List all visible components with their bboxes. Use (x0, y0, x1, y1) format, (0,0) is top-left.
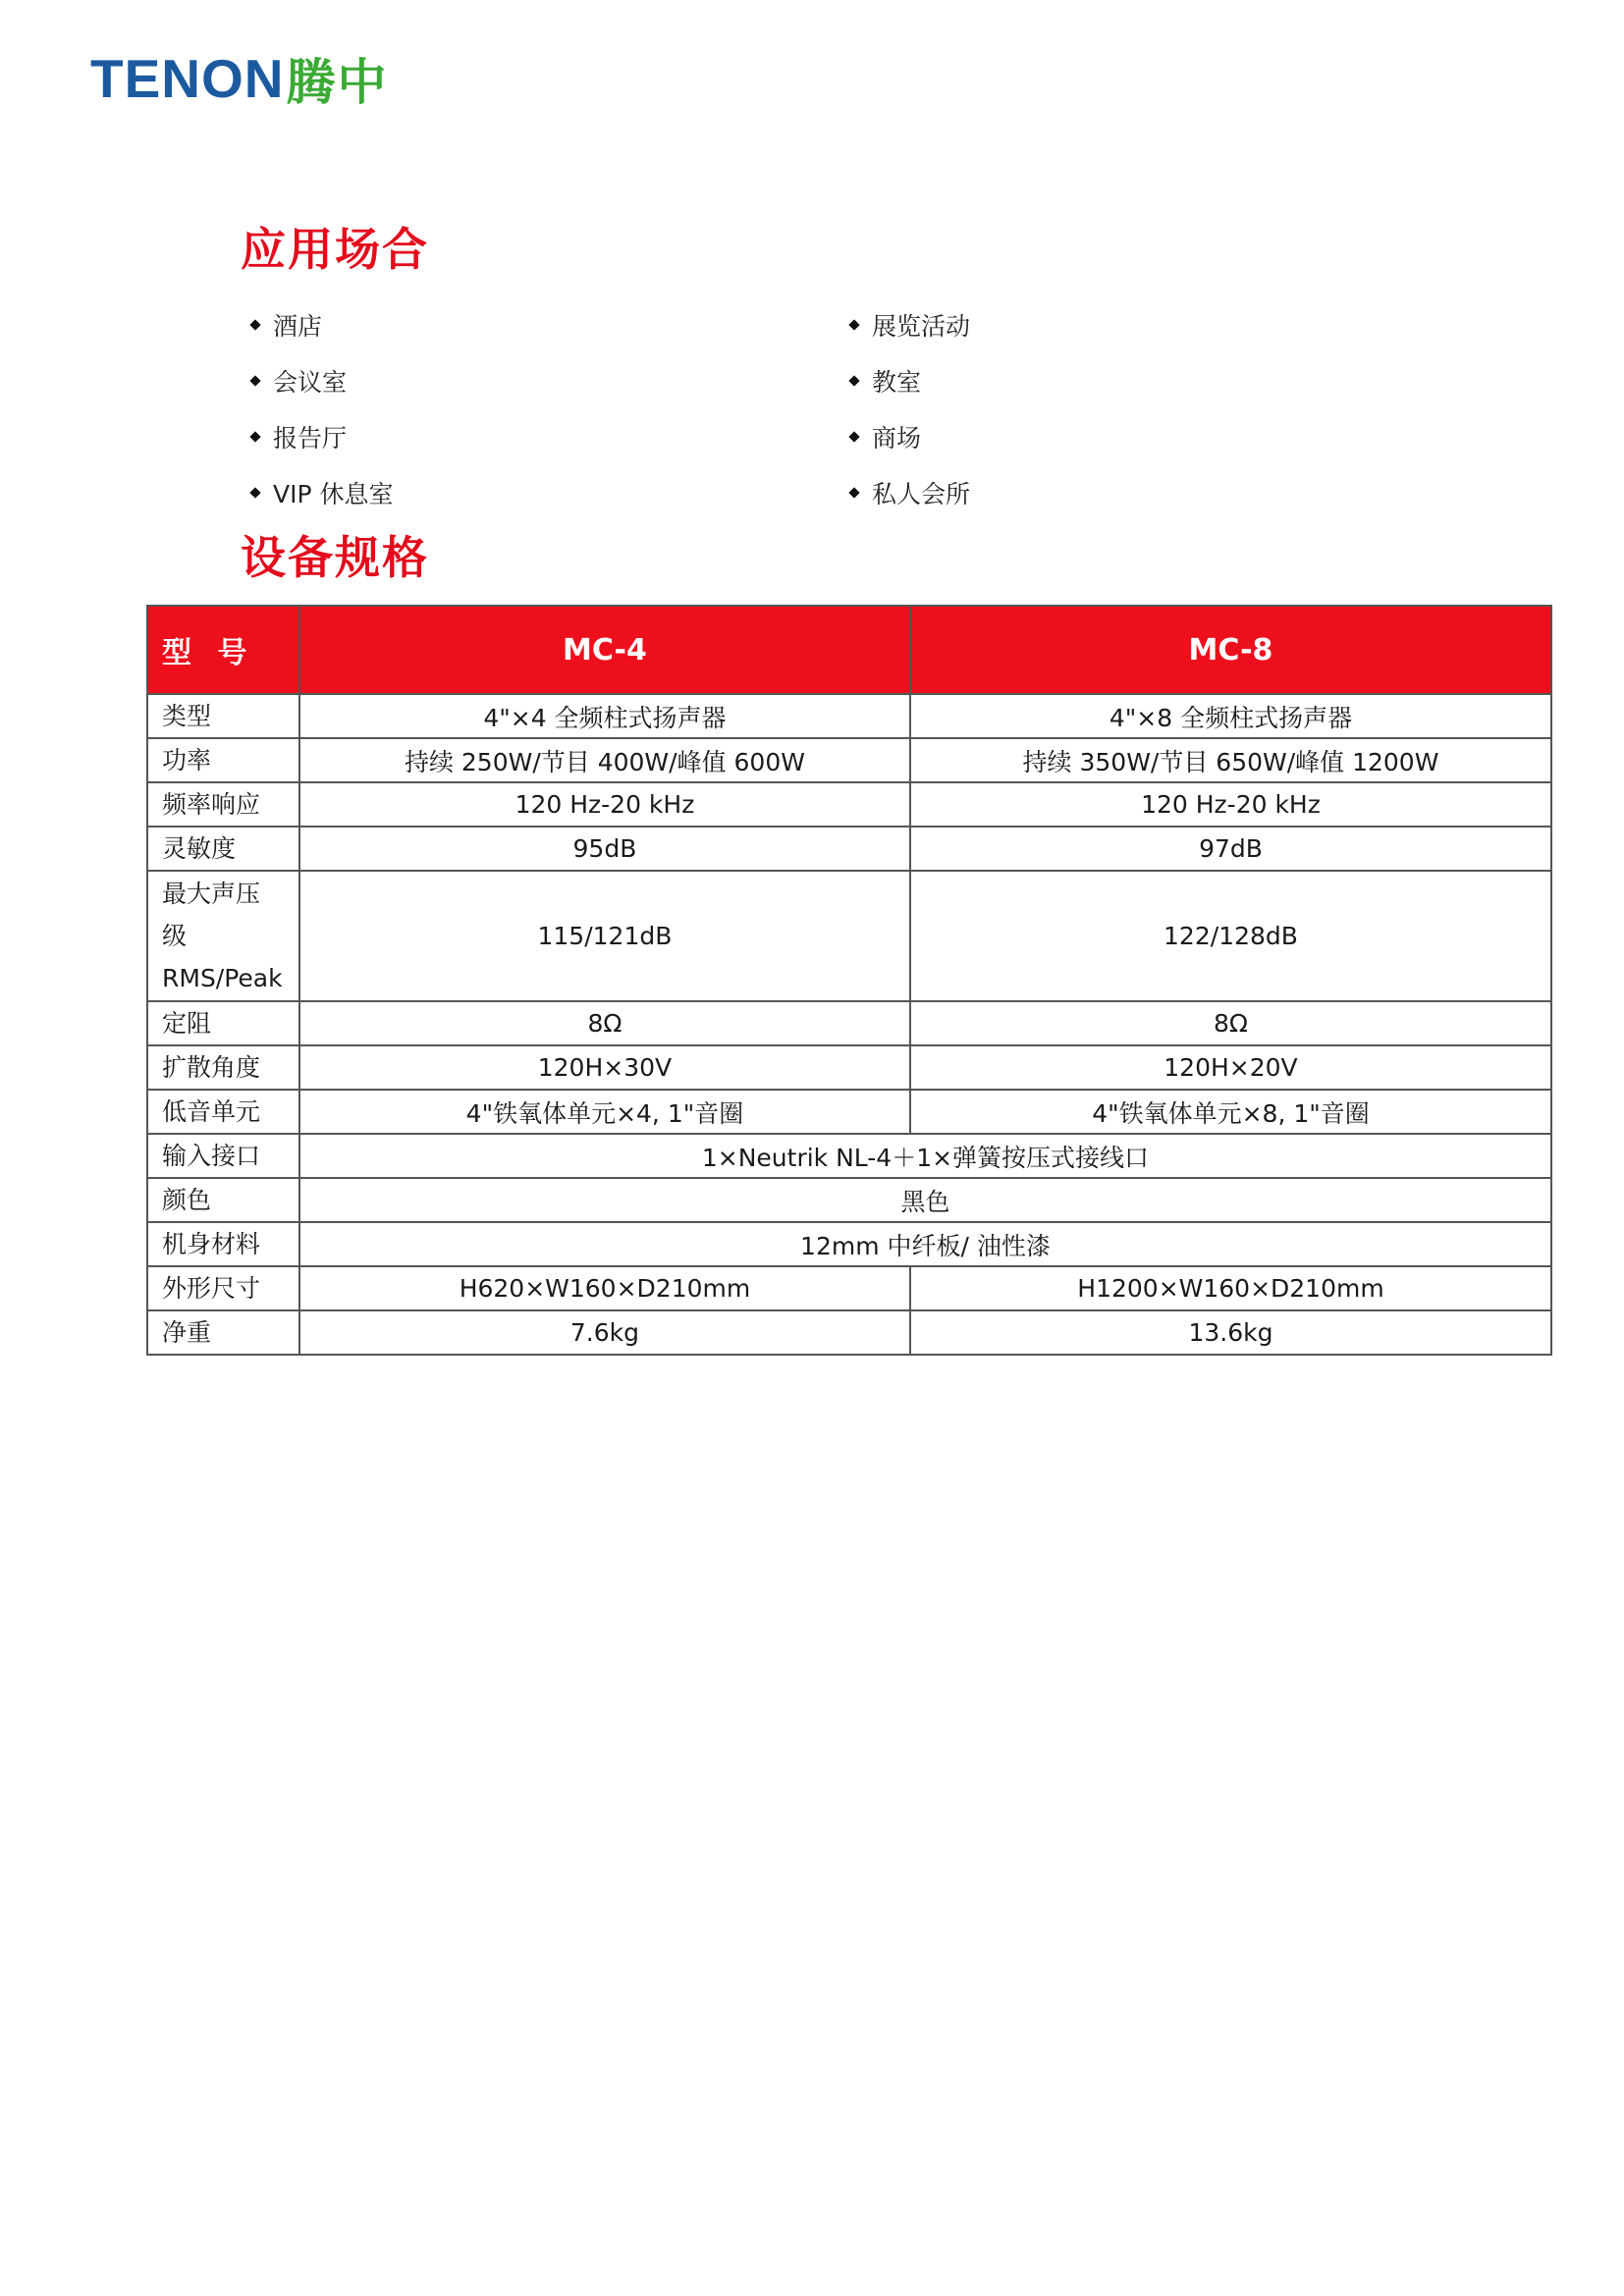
table-row (147, 738, 1551, 782)
diamond-bullet-icon (249, 319, 260, 330)
diamond-bullet-icon (848, 319, 859, 330)
row-label: 扩散角度 (147, 1045, 299, 1090)
table-row (147, 827, 1551, 871)
cell-mc8: 120H×20V (910, 1045, 1551, 1090)
row-label-line: 级 (162, 922, 188, 950)
row-label: 外形尺寸 (147, 1266, 299, 1310)
table-row (147, 871, 1551, 1001)
list-item (247, 352, 846, 408)
cell-mc8: 4"铁氧体单元×8, 1"音圈 (910, 1090, 1551, 1134)
list-item-label: 报告厅 (273, 423, 348, 453)
cell-mc4: 120 Hz-20 kHz (299, 782, 910, 827)
row-label: 功率 (147, 738, 299, 782)
cell-mc4: 115/121dB (299, 871, 910, 1001)
cell-mc8: 13.6kg (910, 1310, 1551, 1355)
list-item (247, 464, 846, 520)
row-label: 灵敏度 (147, 827, 299, 871)
diamond-bullet-icon (249, 487, 260, 498)
row-label-line: RMS/Peak (162, 964, 283, 992)
cell-mc4: 4"铁氧体单元×4, 1"音圈 (299, 1090, 910, 1134)
cell-mc4: 4"×4 全频柱式扬声器 (299, 694, 910, 738)
diamond-bullet-icon (848, 487, 859, 498)
cell-mc4: 8Ω (299, 1001, 910, 1045)
cell-mc8: 97dB (910, 827, 1551, 871)
table-row (147, 1310, 1551, 1355)
spec-table (146, 605, 1552, 1356)
cell-mc8: H1200×W160×D210mm (910, 1266, 1551, 1310)
row-label: 定阻 (147, 1001, 299, 1045)
table-row (147, 694, 1551, 738)
list-item (846, 352, 1131, 408)
cell-mc8: 持续 350W/节目 650W/峰值 1200W (910, 738, 1551, 782)
cell-shared: 1×Neutrik NL-4＋1×弹簧按压式接线口 (299, 1134, 1551, 1178)
diamond-bullet-icon (249, 431, 260, 442)
row-label: 类型 (147, 694, 299, 738)
list-item-label: 教室 (872, 367, 922, 397)
list-item-label: 私人会所 (872, 479, 971, 508)
cell-mc8: 122/128dB (910, 871, 1551, 1001)
table-header-row (147, 606, 1551, 694)
row-label (147, 871, 299, 1001)
list-item (247, 408, 846, 464)
row-label-line: 最大声压 (162, 880, 261, 908)
table-row (147, 1001, 1551, 1045)
cell-shared: 12mm 中纤板/ 油性漆 (299, 1222, 1551, 1266)
cell-mc4: H620×W160×D210mm (299, 1266, 910, 1310)
list-item (846, 408, 1131, 464)
column-header-mc8: MC-8 (910, 606, 1551, 694)
table-row (147, 1134, 1551, 1178)
list-item-label: VIP 休息室 (273, 479, 394, 508)
applications-heading: 应用场合 (241, 223, 429, 276)
cell-mc4: 持续 250W/节目 400W/峰值 600W (299, 738, 910, 782)
cell-mc8: 4"×8 全频柱式扬声器 (910, 694, 1551, 738)
table-row (147, 1266, 1551, 1310)
list-item-label: 会议室 (273, 367, 348, 397)
cell-mc8: 8Ω (910, 1001, 1551, 1045)
table-row (147, 1090, 1551, 1134)
table-row (147, 1222, 1551, 1266)
diamond-bullet-icon (848, 375, 859, 386)
table-row (147, 1045, 1551, 1090)
cell-mc4: 7.6kg (299, 1310, 910, 1355)
logo-text-en: TENON (90, 48, 285, 109)
table-row (147, 782, 1551, 827)
list-item-label: 酒店 (273, 311, 323, 341)
list-item (247, 296, 846, 352)
applications-list (247, 296, 1131, 520)
list-item-label: 商场 (872, 423, 922, 453)
cell-mc4: 95dB (299, 827, 910, 871)
column-header-model: 型 号 (147, 606, 299, 694)
row-label: 输入接口 (147, 1134, 299, 1178)
row-label: 频率响应 (147, 782, 299, 827)
table-row (147, 1178, 1551, 1222)
row-label: 机身材料 (147, 1222, 299, 1266)
row-label: 低音单元 (147, 1090, 299, 1134)
cell-mc8: 120 Hz-20 kHz (910, 782, 1551, 827)
brand-logo (90, 48, 389, 111)
row-label: 净重 (147, 1310, 299, 1355)
list-item (846, 296, 1131, 352)
cell-shared: 黑色 (299, 1178, 1551, 1222)
cell-mc4: 120H×30V (299, 1045, 910, 1090)
list-item-label: 展览活动 (872, 311, 971, 341)
specs-heading: 设备规格 (241, 531, 429, 584)
diamond-bullet-icon (249, 375, 260, 386)
column-header-mc4: MC-4 (299, 606, 910, 694)
logo-text-cn: 腾中 (286, 54, 389, 111)
row-label: 颜色 (147, 1178, 299, 1222)
list-item (846, 464, 1131, 520)
diamond-bullet-icon (848, 431, 859, 442)
